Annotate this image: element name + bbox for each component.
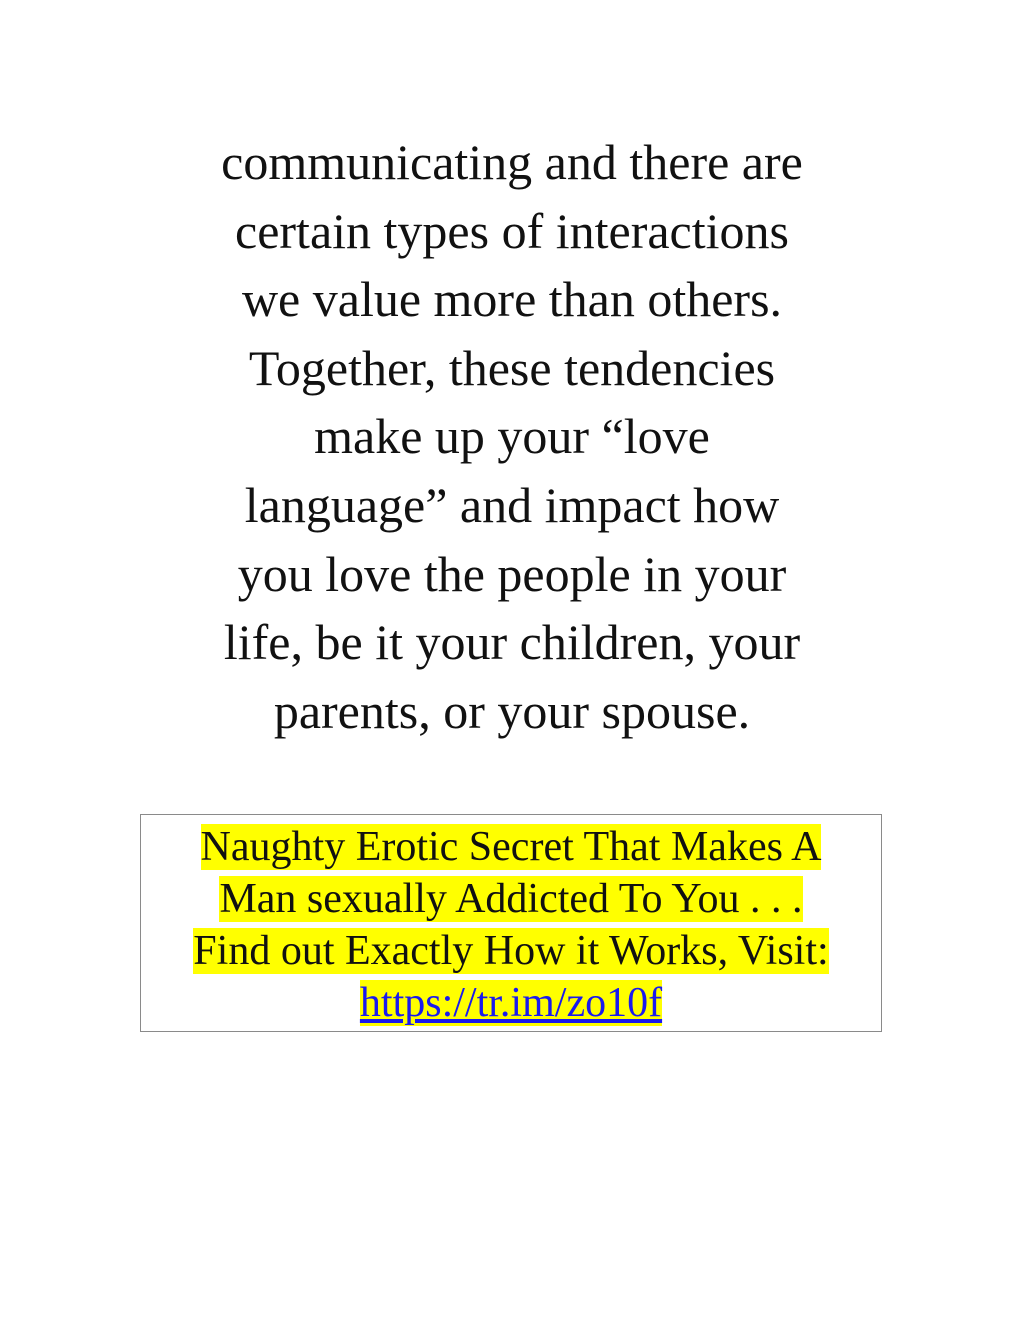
- body-line: parents, or your spouse.: [273, 682, 751, 739]
- promo-line-text: Man sexually Addicted To You . . .: [219, 876, 803, 922]
- body-line: you love the people in your: [237, 545, 787, 602]
- body-line: communicating and there are: [221, 134, 803, 190]
- promo-box: [140, 814, 882, 1032]
- promo-line: [141, 925, 881, 977]
- body-line: language” and impact how: [244, 476, 780, 533]
- body-line: make up your “love: [314, 408, 710, 465]
- promo-line-text: Naughty Erotic Secret That Makes A: [200, 824, 822, 870]
- promo-link-line: [141, 977, 881, 1029]
- body-line: life, be it your children, your: [223, 614, 801, 671]
- body-paragraph: [140, 128, 884, 745]
- promo-link[interactable]: https://tr.im/zo10f: [359, 980, 663, 1026]
- promo-line-text: Find out Exactly How it Works, Visit:: [193, 928, 829, 974]
- promo-line: [141, 821, 881, 873]
- body-line: Together, these tendencies: [248, 339, 776, 396]
- body-line: we value more than others.: [241, 271, 783, 328]
- promo-line: [141, 873, 881, 925]
- body-line: certain types of interactions: [235, 202, 789, 259]
